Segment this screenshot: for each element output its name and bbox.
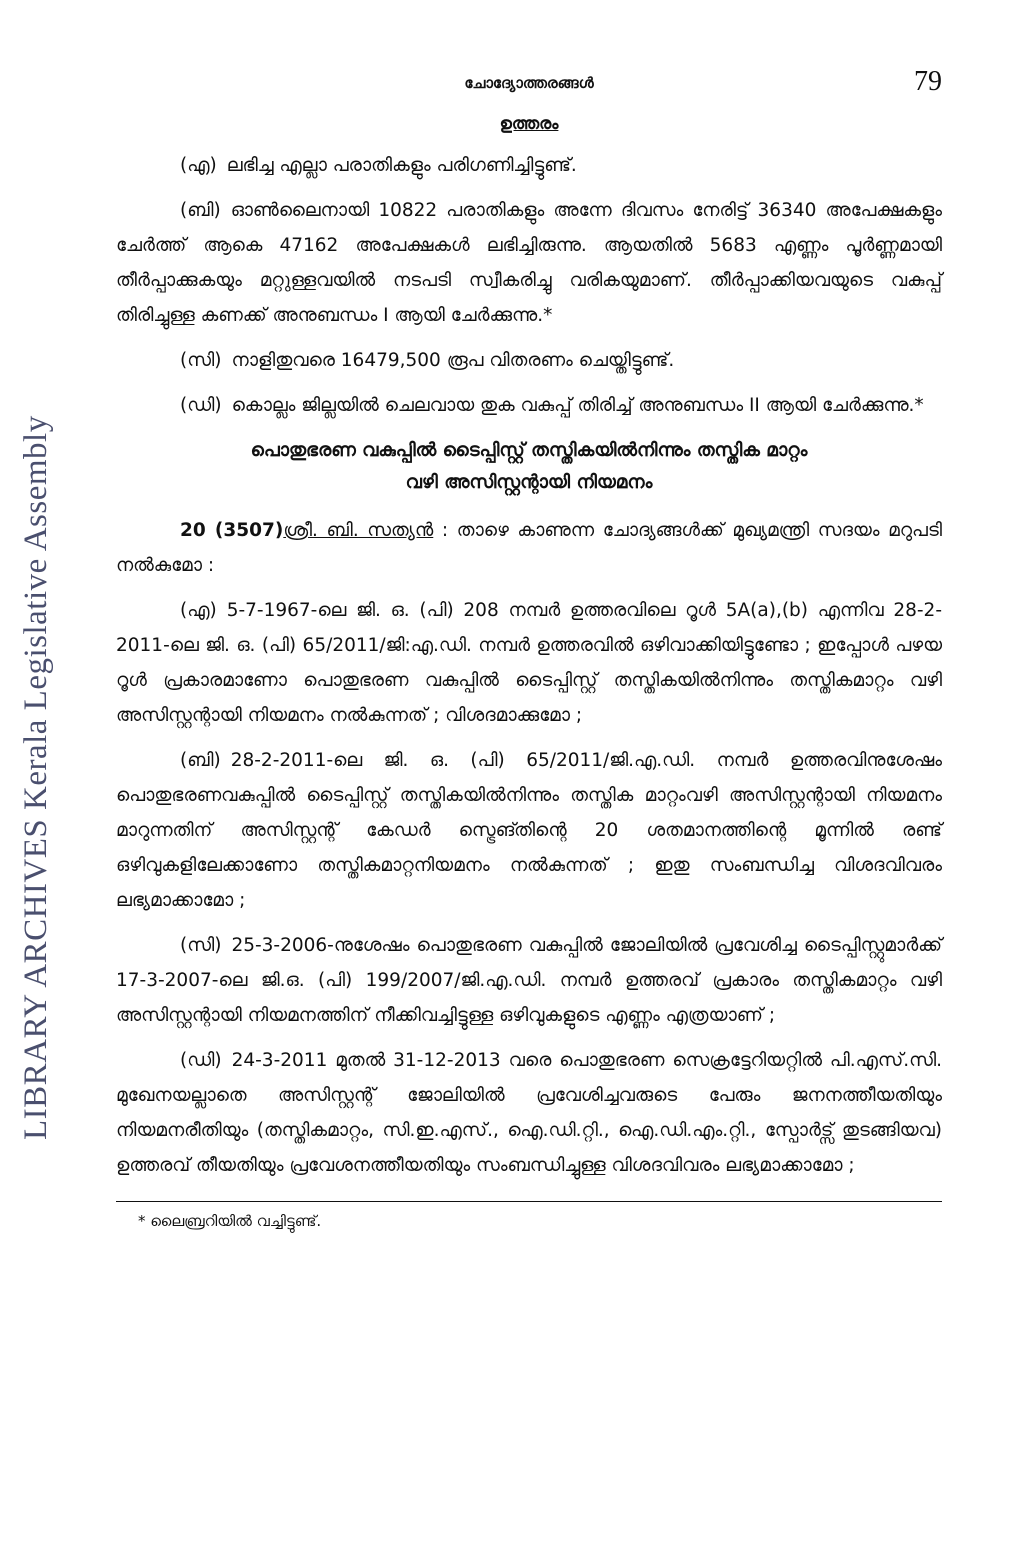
question-text: 25-3-2006-നുശേഷം പൊതുഭരണ വകുപ്പിൽ ജോലിയിൽ പ്രവേശിച്ച ടൈപ്പിസ്റ്റുമാർക്ക് 17-3-2007-ലെ ജി.ഒ. (പി) 199/2007/ജി.എ.ഡി. നമ്പർ ഉത്തരവ് പ്രകാരം തസ്തികമാറ്റം വഴി അസിസ്റ്റന്റായി നിയമനത്തിന് നീക്കിവച്ചിട്ടുള്ള ഒഴിവുകളുടെ എണ്ണം എത്രയാണ് ; xyxy=(116,935,942,1026)
answer-marker: (എ) xyxy=(180,155,217,176)
question-marker: (ഡി) xyxy=(180,1050,222,1071)
answer-text: ലഭിച്ച എല്ലാ പരാതികളും പരിഗണിച്ചിട്ടുണ്ട്. xyxy=(226,155,577,176)
footnote: * ലൈബ്രറിയിൽ വച്ചിട്ടുണ്ട്. xyxy=(138,1212,322,1230)
answer-text: നാളിതുവരെ 16479,500 രൂപ വിതരണം ചെയ്തിട്ടുണ്ട്. xyxy=(231,350,675,371)
page-number: 79 xyxy=(914,66,942,97)
answer-marker: (ബി) xyxy=(180,200,221,221)
running-title: ചോദ്യോത്തരങ്ങൾ xyxy=(464,74,594,92)
question-item-d xyxy=(116,1043,942,1183)
question-number: 20 (3507) xyxy=(180,520,284,541)
question-intro xyxy=(116,513,942,583)
question-title xyxy=(116,435,942,499)
question-title-line2: വഴി അസിസ്റ്റന്റായി നിയമനം xyxy=(405,472,653,493)
answer-item-a xyxy=(116,148,942,183)
answer-text: ഓൺലൈനായി 10822 പരാതികളും അന്നേ ദിവസം നേരിട്ട് 36340 അപേക്ഷകളും ചേർത്ത് ആകെ 47162 അപേക്ഷകൾ ലഭിച്ചിരുന്നു. ആയതിൽ 5683 എണ്ണം പൂർണ്ണമായി തീർപ്പാക്കുകയും മറ്റുള്ളവയിൽ നടപടി സ്വീകരിച്ചു വരികയുമാണ്. തീർപ്പാക്കിയവയുടെ വകുപ്പ് തിരിച്ചുള്ള കണക്ക് അനുബന്ധം I ആയി ചേർക്കുന്നു.* xyxy=(116,200,942,326)
question-title-line1: പൊതുഭരണ വകുപ്പിൽ ടൈപ്പിസ്റ്റ് തസ്തികയിൽനിന്നും തസ്തിക മാറ്റം xyxy=(250,440,808,461)
question-marker: (സി) xyxy=(180,935,222,956)
member-name: ശ്രീ. ബി. സത്യൻ xyxy=(283,520,434,541)
document-page xyxy=(116,66,942,1230)
question-intro-text: : താഴെ കാണുന്ന ചോദ്യങ്ങൾക്ക് മുഖ്യമന്ത്രി സദയം മറുപടി നൽകുമോ : xyxy=(116,520,943,576)
question-item-b xyxy=(116,743,942,918)
question-text: 28-2-2011-ലെ ജി. ഒ. (പി) 65/2011/ജി.എ.ഡി. നമ്പർ ഉത്തരവിനുശേഷം പൊതുഭരണവകുപ്പിൽ ടൈപ്പിസ്റ്റ് തസ്തികയിൽനിന്നും തസ്തിക മാറ്റംവഴി അസിസ്റ്റന്റായി നിയമനം മാറുന്നതിന് അസിസ്റ്റന്റ് കേഡർ സ്ട്രെങ്തിന്റെ 20 ശതമാനത്തിന്റെ മൂന്നിൽ രണ്ട് ഒഴിവുകളിലേക്കാണോ തസ്തികമാറ്റനിയമനം നൽകുന്നത് ; ഇതു സംബന്ധിച്ച വിശദവിവരം ലഭ്യമാക്കാമോ ; xyxy=(116,750,942,911)
answer-text: കൊല്ലം ജില്ലയിൽ ചെലവായ തുക വകുപ്പ് തിരിച്ച് അനുബന്ധം II ആയി ചേർക്കുന്നു.* xyxy=(231,395,924,416)
answer-item-d xyxy=(116,388,942,423)
question-item-a xyxy=(116,593,942,733)
answer-heading: ഉത്തരം xyxy=(499,114,559,134)
answer-marker: (സി) xyxy=(180,350,222,371)
answer-marker: (ഡി) xyxy=(180,395,222,416)
answer-item-b xyxy=(116,193,942,333)
running-header xyxy=(116,66,942,102)
question-marker: (എ) xyxy=(180,600,217,621)
question-item-c xyxy=(116,928,942,1033)
question-text: 5-7-1967-ലെ ജി. ഒ. (പി) 208 നമ്പർ ഉത്തരവിലെ റൂൾ 5A(a),(b) എന്നിവ 28-2-2011-ലെ ജി. ഒ. (പി) 65/2011/ജി:എ.ഡി. നമ്പർ ഉത്തരവിൽ ഒഴിവാക്കിയിട്ടുണ്ടോ ; ഇപ്പോൾ പഴയ റൂൾ പ്രകാരമാണോ പൊതുഭരണ വകുപ്പിൽ ടൈപ്പിസ്റ്റ് തസ്തികയിൽനിന്നും തസ്തികമാറ്റം വഴി അസിസ്റ്റന്റായി നിയമനം നൽകുന്നത് ; വിശദമാക്കുമോ ; xyxy=(116,600,942,726)
footnote-divider xyxy=(116,1201,942,1202)
answer-item-c xyxy=(116,343,942,378)
archive-watermark: LIBRARY ARCHIVES Kerala Legislative Assembly xyxy=(18,415,54,1140)
question-text: 24-3-2011 മുതൽ 31-12-2013 വരെ പൊതുഭരണ സെക്രട്ടേറിയറ്റിൽ പി.എസ്.സി. മുഖേനയല്ലാതെ അസിസ്റ്റന്റ് ജോലിയിൽ പ്രവേശിച്ചവരുടെ പേരും ജനനത്തീയതിയും നിയമനരീതിയും (തസ്തികമാറ്റം, സി.ഇ.എസ്., ഐ.ഡി.റ്റി., ഐ.ഡി.എം.റ്റി., സ്പോർട്സ് തുടങ്ങിയവ) ഉത്തരവ് തീയതിയും പ്രവേശനത്തീയതിയും സംബന്ധിച്ചുള്ള വിശദവിവരം ലഭ്യമാക്കാമോ ; xyxy=(116,1050,942,1176)
question-marker: (ബി) xyxy=(180,750,221,771)
